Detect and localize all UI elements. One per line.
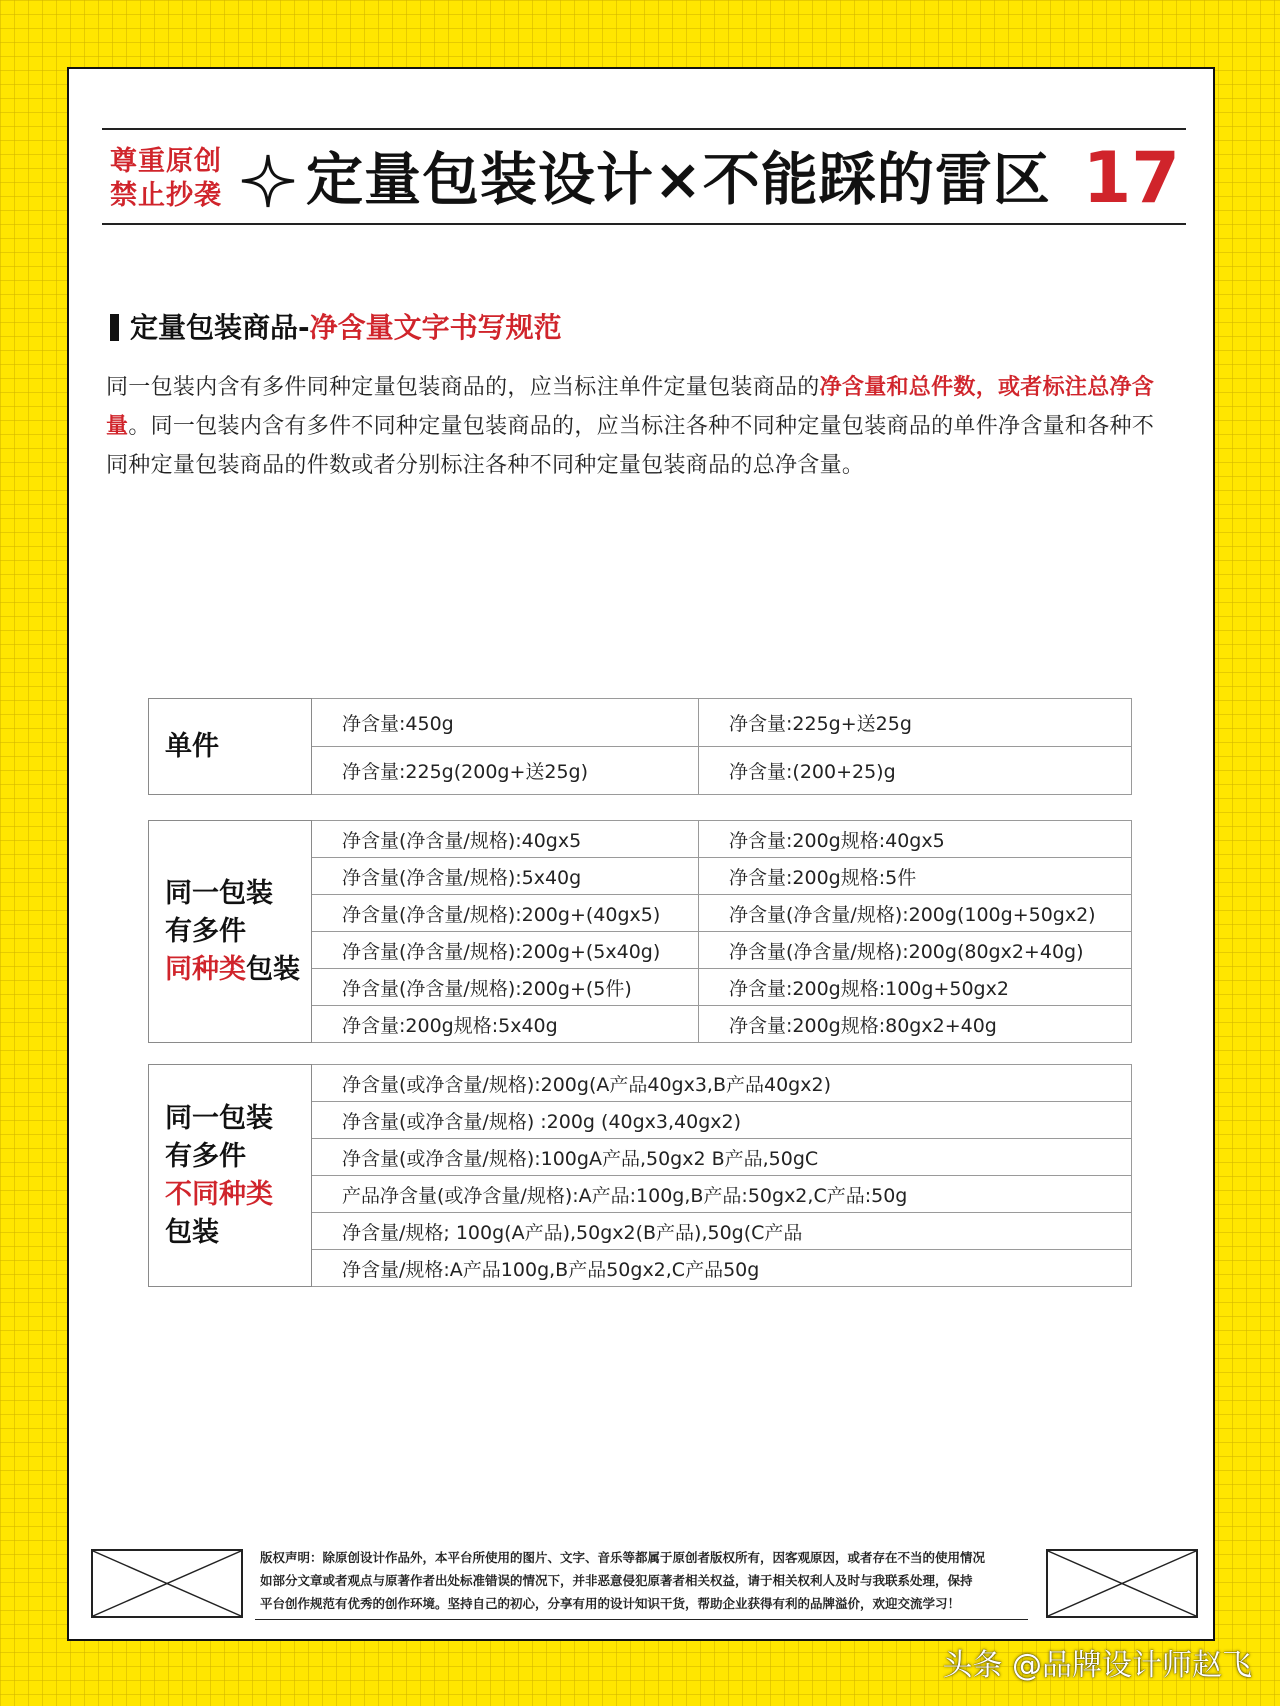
slogan-line-2: 禁止抄袭 [110,180,222,211]
slogan-line-1: 尊重原创 [110,146,222,177]
single-unit-table [148,698,1132,795]
section-heading [130,306,562,350]
same-kind-label-highlight: 同种类 [165,953,246,985]
sparkle-icon [240,153,296,209]
header-bottom-rule [102,223,1186,225]
table-cell: 净含量(净含量/规格):5x40g [312,858,699,895]
section-marker [110,314,119,341]
table-cell: 净含量(净含量/规格):200g+(40gx5) [312,895,699,932]
copyright-notice [260,1546,1030,1615]
diff-kind-label-line2: 有多件 [165,1140,246,1172]
intro-text-1: 同一包装内含有多件同种定量包装商品的，应当标注单件定量包装商品的 [106,375,820,400]
table-cell: 净含量:200g规格:40gx5 [699,821,1132,858]
table-row [149,1065,1132,1102]
copyright-line-3: 平台创作规范有优秀的创作环境。坚持自己的初心，分享有用的设计知识干货，帮助企业获得有利的品牌溢价，欢迎交流学习！ [260,1596,961,1611]
same-kind-label-line3 [165,951,311,989]
table-cell: 净含量:200g规格:80gx2+40g [699,1006,1132,1043]
issue-number: 17 [1082,137,1180,219]
table-cell: 净含量:200g规格:100g+50gx2 [699,969,1132,1006]
table-cell: 产品净含量(或净含量/规格):A产品:100g,B产品:50gx2,C产品:50g [312,1176,1132,1213]
table-cell: 净含量(净含量/规格):200g+(5x40g) [312,932,699,969]
different-kind-table [148,1064,1132,1287]
diff-kind-label-highlight: 不同种类 [165,1178,273,1210]
table-cell: 净含量:450g [312,699,699,747]
table-cell: 净含量(净含量/规格):200g(80gx2+40g) [699,932,1132,969]
table-cell: 净含量/规格:A产品100g,B产品50gx2,C产品50g [312,1250,1132,1287]
intro-text-2: 。同一包装内含有多件不同种定量包装商品的，应当标注各种不同种定量包装商品的单件净含量和各种不同种定量包装商品的件数或者分别标注各种不同种定量包装商品的总净含量。 [106,414,1155,478]
slogan [110,145,238,213]
table-cell: 净含量(或净含量/规格):200g(A产品40gx3,B产品40gx2) [312,1065,1132,1102]
intro-highlight: 净含量和总件数，或者标注总净含量 [106,375,1155,439]
same-kind-label-line1: 同一包装 [165,877,273,909]
table-cell: 净含量:(200+25)g [699,747,1132,795]
table-cell: 净含量/规格; 100g(A产品),50gx2(B产品),50g(C产品 [312,1213,1132,1250]
table-cell: 净含量:225g+送25g [699,699,1132,747]
section-heading-main: 定量包装商品- [130,311,310,344]
copyright-line-2: 如部分文章或者观点与原著作者出处标准错误的情况下，并非恶意侵犯原著者相关权益，请于相关权利人及时与我联系处理，保持 [260,1573,973,1588]
same-kind-label-tail: 包装 [246,953,300,985]
table-cell: 净含量:200g规格:5x40g [312,1006,699,1043]
table-cell: 净含量(或净含量/规格) :200g (40gx3,40gx2) [312,1102,1132,1139]
image-placeholder-right-icon [1046,1549,1198,1618]
watermark: 头条 @品牌设计师赵飞 [942,1648,1252,1683]
table-cell: 净含量:225g(200g+送25g) [312,747,699,795]
table-row [149,699,1132,747]
header-top-rule [102,128,1186,130]
table-cell: 净含量(或净含量/规格):100gA产品,50gx2 B产品,50gC [312,1139,1132,1176]
intro-paragraph [106,368,1170,485]
image-placeholder-left-icon [91,1549,243,1618]
single-unit-label: 单件 [149,699,312,795]
same-kind-label [149,821,312,1043]
section-heading-highlight: 净含量文字书写规范 [309,311,562,344]
table-cell: 净含量(净含量/规格):200g(100g+50gx2) [699,895,1132,932]
copyright-line-1: 版权声明：除原创设计作品外，本平台所使用的图片、文字、音乐等都属于原创者版权所有，因客观原因，或者存在不当的使用情况 [260,1550,986,1565]
diff-kind-label-line1: 同一包装 [165,1102,273,1134]
diff-kind-label [149,1065,312,1287]
diff-kind-label-tail: 包装 [165,1216,219,1248]
table-cell: 净含量(净含量/规格):200g+(5件) [312,969,699,1006]
table-row [149,821,1132,858]
same-kind-label-line2: 有多件 [165,915,246,947]
same-kind-table [148,820,1132,1043]
page-title: 定量包装设计×不能踩的雷区 [306,147,1051,213]
copyright-underline [255,1619,1028,1620]
table-cell: 净含量(净含量/规格):40gx5 [312,821,699,858]
table-cell: 净含量:200g规格:5件 [699,858,1132,895]
